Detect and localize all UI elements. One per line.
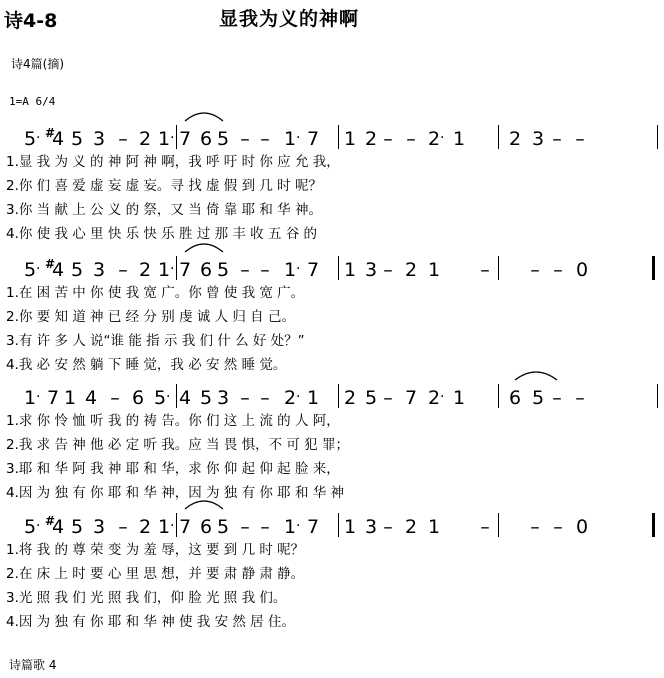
note: 5 xyxy=(70,516,84,538)
lyric-line: 4.你 使 我 心 里 快 乐 快 乐 胜 过 那 丰 收 五 谷 的 xyxy=(6,226,318,242)
note: 2 xyxy=(138,128,152,150)
note: 1 xyxy=(63,387,77,409)
note: 1 · xyxy=(24,386,36,410)
note: 5 xyxy=(70,128,84,150)
note: 3 xyxy=(531,128,545,150)
note: 5 · xyxy=(24,127,36,151)
note-extension: – xyxy=(260,387,270,409)
note: 3 xyxy=(364,516,378,538)
note: 1 xyxy=(306,387,320,409)
note: 1 xyxy=(343,259,357,281)
note: 5 xyxy=(216,128,230,150)
lyric-line: 4.因 为 独 有 你 耶 和 华 神 使 我 安 然 居 住。 xyxy=(6,614,295,630)
lyric-line: 1.将 我 的 尊 荣 变 为 羞 辱，这 要 到 几 时 呢？ xyxy=(6,542,305,558)
note: 3 xyxy=(92,128,106,150)
note: 1 xyxy=(427,516,441,538)
lyric-line: 3.耶 和 华 阿 我 神 耶 和 华，求 你 仰 起 仰 起 脸 来， xyxy=(6,461,340,477)
note-extension: – xyxy=(260,516,270,538)
note: 3 xyxy=(364,259,378,281)
note-extension: – xyxy=(260,259,270,281)
note: 5 xyxy=(216,516,230,538)
scripture-source: 诗4篇(摘) xyxy=(11,57,64,71)
note: 1 · xyxy=(284,258,296,282)
note: 3 xyxy=(92,259,106,281)
note: # 4 xyxy=(52,515,64,539)
note: 1 xyxy=(427,259,441,281)
note: 2 · xyxy=(284,386,296,410)
note-extension: – xyxy=(530,516,540,538)
note: 1 xyxy=(343,128,357,150)
note: 2 · xyxy=(428,127,440,151)
note-extension: – xyxy=(406,128,416,150)
note: 3 xyxy=(216,387,230,409)
note: 1 · xyxy=(284,515,296,539)
note-extension: – xyxy=(530,259,540,281)
lyric-line: 3.光 照 我 们 光 照 我 们，仰 脸 光 照 我 们。 xyxy=(6,590,287,606)
note: 7 xyxy=(46,387,60,409)
lyric-line: 2.你 要 知 道 神 已 经 分 别 虔 诚 人 归 自 己。 xyxy=(6,309,295,325)
note-extension: – xyxy=(110,387,120,409)
note: # 4 xyxy=(52,258,64,282)
note-extension: – xyxy=(553,259,563,281)
note: 5 xyxy=(199,387,213,409)
note: 4 xyxy=(84,387,98,409)
note: 5 xyxy=(531,387,545,409)
note-extension: – xyxy=(575,128,585,150)
key-signature: 1=A 6/4 xyxy=(9,95,56,108)
note-extension: – xyxy=(260,128,270,150)
note: 2 xyxy=(138,259,152,281)
note: 5 xyxy=(70,259,84,281)
note: 2 xyxy=(364,128,378,150)
note: 6 xyxy=(131,387,145,409)
note: 1 · xyxy=(158,515,170,539)
lyric-line: 4.因 为 独 有 你 耶 和 华 神，因 为 独 有 你 耶 和 华 神 xyxy=(6,485,345,501)
lyric-line: 3.你 当 献 上 公 义 的 祭，又 当 倚 靠 耶 和 华 神。 xyxy=(6,202,322,218)
note-extension: – xyxy=(383,259,393,281)
note: 6 xyxy=(508,387,522,409)
hymn-title: 显我为义的神啊 xyxy=(219,8,360,30)
note: 2 xyxy=(343,387,357,409)
note-extension: – xyxy=(480,259,490,281)
note-extension: – xyxy=(240,259,250,281)
note-extension: – xyxy=(383,128,393,150)
lyric-line: 1.在 困 苦 中 你 使 我 宽 广。你 曾 使 我 宽 广。 xyxy=(6,285,305,301)
lyric-line: 1.求 你 怜 恤 听 我 的 祷 告。你 们 这 上 流 的 人 阿， xyxy=(6,413,340,429)
note: 6 xyxy=(199,259,213,281)
note: 7 xyxy=(404,387,418,409)
note: 5 · xyxy=(154,386,166,410)
note: 2 xyxy=(404,259,418,281)
note: 6 xyxy=(199,516,213,538)
lyric-line: 2.你 们 喜 爱 虚 妄 虚 妄。寻 找 虚 假 到 几 时 呢？ xyxy=(6,178,322,194)
lyric-line: 1.显 我 为 义 的 神 阿 神 啊，我 呼 吁 时 你 应 允 我， xyxy=(6,154,340,170)
note-extension: – xyxy=(383,387,393,409)
note: 5 xyxy=(216,259,230,281)
note: 7 xyxy=(306,516,320,538)
note: 1 xyxy=(343,516,357,538)
lyric-line: 4.我 必 安 然 躺 下 睡 觉，我 必 安 然 睡 觉。 xyxy=(6,357,287,373)
note: 2 xyxy=(508,128,522,150)
note-extension: – xyxy=(118,259,128,281)
note-extension: – xyxy=(552,128,562,150)
note: 4 xyxy=(178,387,192,409)
note-extension: – xyxy=(480,516,490,538)
note: 1 · xyxy=(158,258,170,282)
footer-label: 诗篇歌 4 xyxy=(9,658,57,672)
note: 1 · xyxy=(158,127,170,151)
lyric-line: 3.有 许 多 人 说“谁 能 指 示 我 们 什 么 好 处？” xyxy=(6,333,305,349)
note: 5 · xyxy=(24,515,36,539)
note: 5 · xyxy=(24,258,36,282)
note-extension: – xyxy=(240,516,250,538)
note: 7 xyxy=(178,259,192,281)
note-extension: – xyxy=(118,516,128,538)
note: 2 xyxy=(404,516,418,538)
note: 2 xyxy=(138,516,152,538)
note: 1 xyxy=(452,128,466,150)
note-extension: – xyxy=(118,128,128,150)
note: # 4 xyxy=(52,127,64,151)
note: 2 · xyxy=(428,386,440,410)
note: 5 xyxy=(364,387,378,409)
note: 1 xyxy=(452,387,466,409)
note-extension: – xyxy=(553,516,563,538)
note-extension: – xyxy=(552,387,562,409)
note: 6 xyxy=(199,128,213,150)
note-extension: – xyxy=(240,387,250,409)
note: 7 xyxy=(178,516,192,538)
note-extension: – xyxy=(383,516,393,538)
note: 3 xyxy=(92,516,106,538)
rest: 0 xyxy=(575,259,589,281)
lyric-line: 2.在 床 上 时 要 心 里 思 想，并 要 肃 静 肃 静。 xyxy=(6,566,305,582)
lyric-line: 2.我 求 告 神 他 必 定 听 我。应 当 畏 惧，不 可 犯 罪； xyxy=(6,437,349,453)
hymn-number: 诗4-8 xyxy=(4,10,58,32)
note: 7 xyxy=(178,128,192,150)
note: 1 · xyxy=(284,127,296,151)
note-extension: – xyxy=(240,128,250,150)
rest: 0 xyxy=(575,516,589,538)
note: 7 xyxy=(306,259,320,281)
note-extension: – xyxy=(575,387,585,409)
note: 7 xyxy=(306,128,320,150)
